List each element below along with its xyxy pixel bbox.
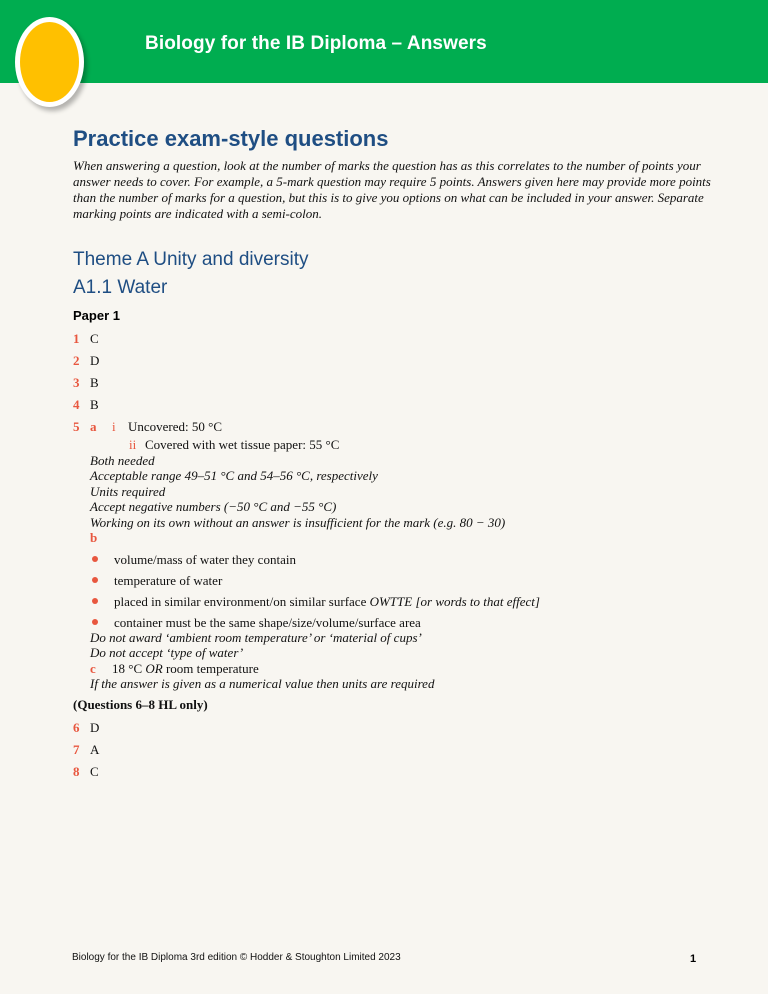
hl-only-note: (Questions 6–8 HL only) xyxy=(73,696,208,712)
subpart-label-a: a xyxy=(90,419,97,434)
roman-label-i: i xyxy=(112,419,116,434)
question-answer: D xyxy=(90,719,100,735)
theme-heading: Theme A Unity and diversity xyxy=(73,249,309,270)
marking-note: Acceptable range 49–51 °C and 54–56 °C, respectively xyxy=(90,468,378,483)
question-answer: C xyxy=(90,331,99,346)
answer-5c-value: 18 °C xyxy=(112,660,143,676)
question-number: 3 xyxy=(73,375,80,390)
bullet-text: container must be the same shape/size/volume/surface area xyxy=(114,614,421,630)
circle-badge-icon xyxy=(15,17,84,107)
bullet-text: placed in similar environment/on similar surface xyxy=(114,593,367,609)
marking-note: Do not accept ‘type of water’ xyxy=(90,645,244,660)
question-answer: B xyxy=(90,397,99,412)
footer-copyright: Biology for the IB Diploma 3rd edition © Hodder & Stoughton Limited 2023 xyxy=(72,952,401,963)
page-number: 1 xyxy=(690,953,697,965)
bullet-item xyxy=(73,552,713,567)
answer-5aii-row xyxy=(73,437,713,453)
question-row xyxy=(73,353,713,368)
question-number: 6 xyxy=(73,719,80,735)
bullet-icon xyxy=(92,619,98,625)
roman-label-ii: ii xyxy=(129,437,137,452)
main-content xyxy=(73,126,713,779)
bullet-item xyxy=(73,573,713,588)
bullet-icon xyxy=(92,598,98,604)
marking-note: Both needed xyxy=(90,452,155,468)
bullet-icon xyxy=(92,556,98,562)
question-answer: A xyxy=(90,741,100,757)
subpart-label-c: c xyxy=(90,660,96,676)
marking-note: Do not award ‘ambient room temperature’ or ‘material of cups’ xyxy=(90,629,422,645)
answer-5ai: Uncovered: 50 °C xyxy=(128,419,223,434)
question-row xyxy=(73,397,713,412)
question-answer: D xyxy=(90,353,100,368)
question-row xyxy=(73,331,713,346)
owtte-note: OWTTE [or words to that effect] xyxy=(369,593,540,609)
page-title: Practice exam-style questions xyxy=(73,126,389,151)
header-title: Biology for the IB Diploma – Answers xyxy=(145,33,487,54)
question-number: 2 xyxy=(73,353,80,368)
bullet-icon xyxy=(92,577,98,583)
question-number: 1 xyxy=(73,331,80,346)
question-number: 8 xyxy=(73,763,80,779)
marking-note: If the answer is given as a numerical value then units are required xyxy=(90,676,435,691)
yellow-circle-icon xyxy=(20,22,79,102)
answer-5c-alt: room temperature xyxy=(165,660,259,676)
question-5-row xyxy=(73,419,713,434)
bullet-text: volume/mass of water they contain xyxy=(114,551,296,567)
marking-note: Accept negative numbers (−50 °C and −55 °C) xyxy=(90,499,337,514)
question-row xyxy=(73,375,713,390)
bullet-item xyxy=(73,594,713,609)
subpart-label-b: b xyxy=(90,530,98,545)
question-number: 5 xyxy=(73,419,80,434)
question-row xyxy=(73,742,713,757)
marking-note: Units required xyxy=(90,483,166,499)
bullet-item xyxy=(73,615,713,630)
answer-5aii: Covered with wet tissue paper: 55 °C xyxy=(145,437,340,452)
question-number: 4 xyxy=(73,397,80,412)
marking-note: Working on its own without an answer is insufficient for the mark (e.g. 80 − 30) xyxy=(90,514,506,530)
answer-5c-or: OR xyxy=(145,660,163,676)
answer-5c-row xyxy=(73,661,713,677)
intro-paragraph: When answering a question, look at the number of marks the question has as this correlates to the number of points your answer needs to cover. For example, a 5-mark question may require 5 points. Answers given here may provide more points than the number of marks for a question, but this is to give you options on what can be included in your answer. Separate marking points are indicated with a semi-colon. xyxy=(73,158,711,221)
question-answer: C xyxy=(90,763,99,779)
question-number: 7 xyxy=(73,741,80,757)
question-row xyxy=(73,764,713,779)
question-answer: B xyxy=(90,375,99,390)
topic-heading: A1.1 Water xyxy=(73,277,168,298)
bullet-text: temperature of water xyxy=(114,572,223,588)
header-band xyxy=(0,0,768,83)
paper-heading: Paper 1 xyxy=(73,308,120,323)
question-row xyxy=(73,720,713,735)
